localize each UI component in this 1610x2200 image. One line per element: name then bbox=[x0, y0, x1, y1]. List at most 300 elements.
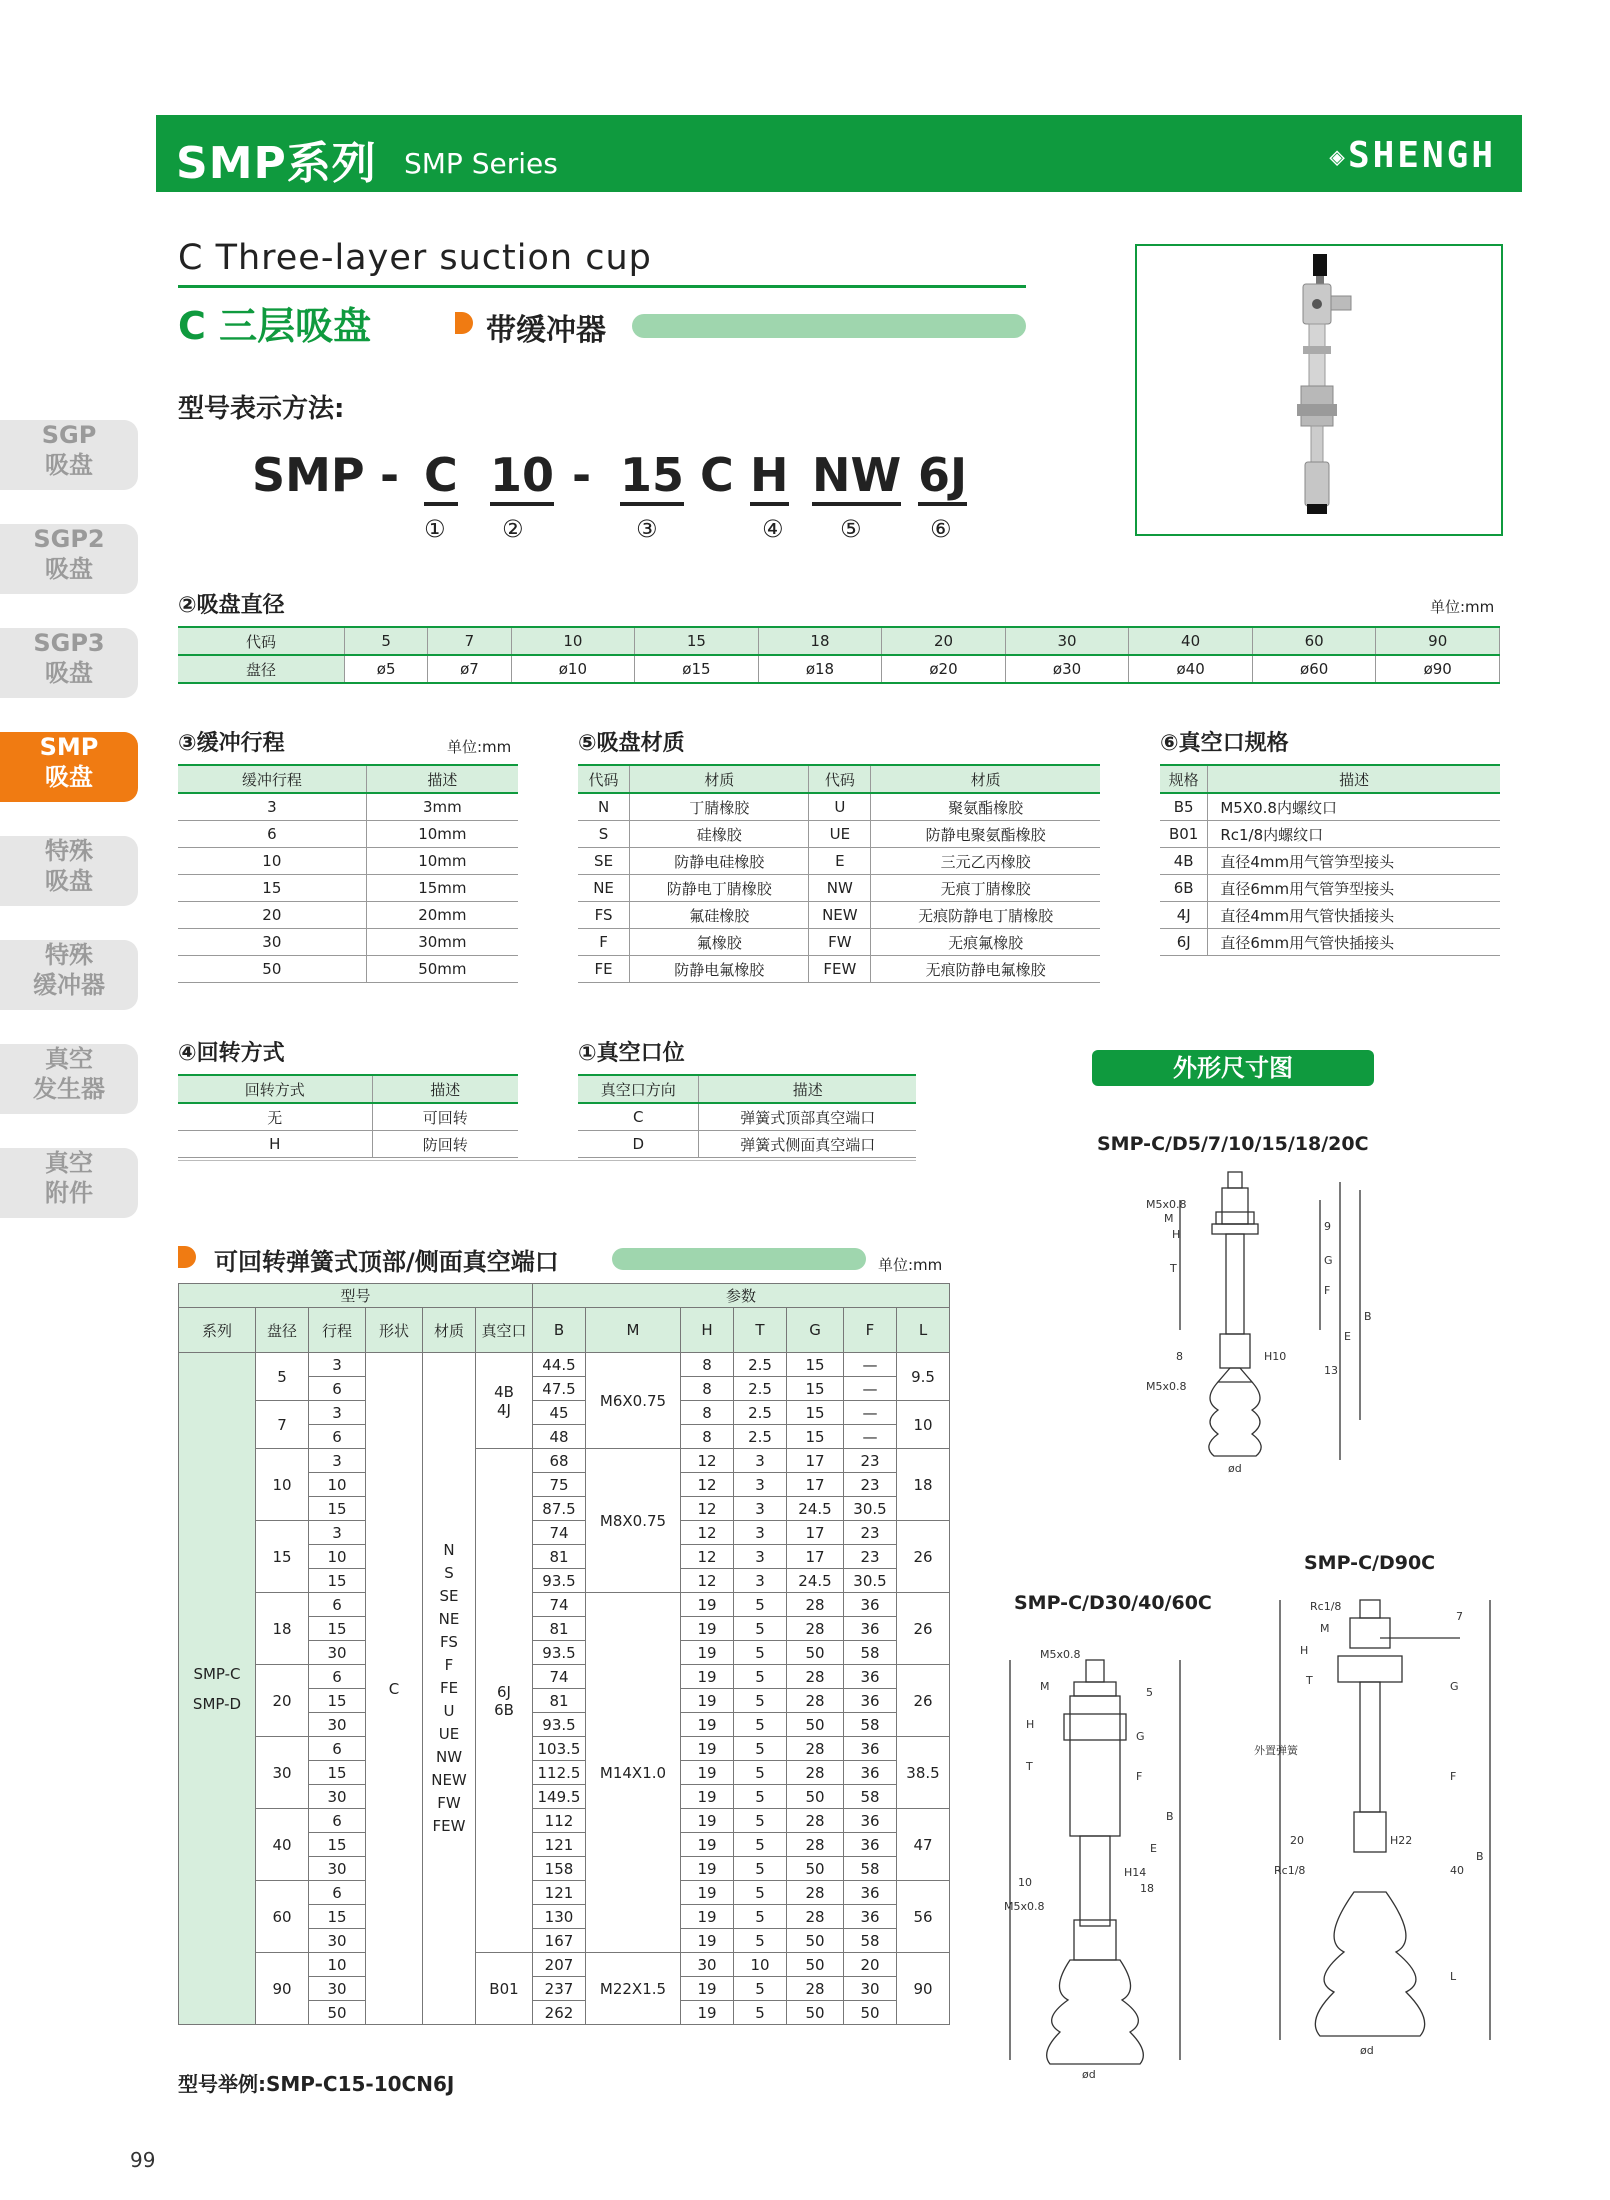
param-cell: 19 bbox=[681, 1713, 734, 1737]
material-code: FS bbox=[440, 1633, 458, 1651]
table-row bbox=[578, 848, 1100, 875]
model-code-index: ③ bbox=[636, 515, 658, 543]
param-cell: 17 bbox=[787, 1449, 844, 1473]
column-header: 材质 bbox=[630, 765, 809, 793]
svg-text:8: 8 bbox=[1176, 1350, 1183, 1363]
table-header-row bbox=[178, 765, 518, 793]
diameter-code: 30 bbox=[1005, 627, 1129, 655]
model-code-part: C bbox=[700, 448, 734, 502]
param-cell: — bbox=[844, 1353, 897, 1377]
group-header: 参数 bbox=[533, 1284, 950, 1308]
logo-diamond-icon: ◈ bbox=[1329, 142, 1348, 172]
svg-text:ød: ød bbox=[1082, 2068, 1096, 2080]
table-row bbox=[178, 875, 518, 902]
param-cell: 28 bbox=[787, 1593, 844, 1617]
stroke-cell: 15 bbox=[309, 1569, 366, 1593]
param-cell: 5 bbox=[734, 1641, 787, 1665]
model-example: 型号举例:SMP-C15-10CN6J bbox=[178, 2072, 455, 2096]
param-cell: 3 bbox=[734, 1545, 787, 1569]
table-cell: FEW bbox=[809, 956, 871, 983]
port-title: ⑥真空口规格 bbox=[1160, 731, 1289, 756]
table-cell: FE bbox=[578, 956, 630, 983]
sidebar-item[interactable] bbox=[0, 732, 138, 802]
column-header: 代码 bbox=[809, 765, 871, 793]
vacuum-pos-table bbox=[578, 1074, 916, 1158]
material-code: U bbox=[443, 1702, 455, 1720]
param-cell: 36 bbox=[844, 1737, 897, 1761]
svg-text:B: B bbox=[1476, 1850, 1484, 1863]
stroke-cell: 15 bbox=[309, 1497, 366, 1521]
thread-cell: M6X0.75 bbox=[586, 1353, 681, 1449]
b-cell: 81 bbox=[533, 1617, 586, 1641]
table-cell: 无 bbox=[178, 1103, 372, 1131]
param-cell: 17 bbox=[787, 1545, 844, 1569]
stroke-cell: 30 bbox=[309, 1929, 366, 1953]
diameter-code: 5 bbox=[345, 627, 428, 655]
diameter-code: 15 bbox=[635, 627, 759, 655]
sidebar-item-sublabel: 附件 bbox=[45, 1179, 93, 1207]
model-code-part: C bbox=[424, 448, 458, 506]
sidebar-item[interactable] bbox=[0, 1044, 138, 1114]
port-code: 4B bbox=[494, 1382, 514, 1401]
b-cell: 130 bbox=[533, 1905, 586, 1929]
b-cell: 121 bbox=[533, 1833, 586, 1857]
svg-text:H10: H10 bbox=[1264, 1350, 1287, 1363]
param-cell: 19 bbox=[681, 1689, 734, 1713]
sidebar-item[interactable] bbox=[0, 836, 138, 906]
b-cell: 103.5 bbox=[533, 1737, 586, 1761]
table-row bbox=[578, 875, 1100, 902]
material-code: UE bbox=[438, 1725, 460, 1743]
stroke-cell: 30 bbox=[309, 1641, 366, 1665]
table-row bbox=[179, 1449, 950, 1473]
table-row bbox=[578, 902, 1100, 929]
column-header: 描述 bbox=[699, 1075, 916, 1103]
param-cell: 19 bbox=[681, 1833, 734, 1857]
diameter-value: ø90 bbox=[1376, 655, 1500, 683]
svg-text:F: F bbox=[1450, 1770, 1457, 1783]
diameter-value: ø30 bbox=[1005, 655, 1129, 683]
param-cell: 19 bbox=[681, 2001, 734, 2025]
table-cell: U bbox=[809, 793, 871, 821]
svg-text:T: T bbox=[1306, 1674, 1313, 1687]
b-cell: 158 bbox=[533, 1857, 586, 1881]
svg-text:E: E bbox=[1344, 1330, 1351, 1343]
table-cell: 10 bbox=[178, 848, 366, 875]
sidebar-item[interactable] bbox=[0, 524, 138, 594]
table-cell: 10mm bbox=[366, 821, 518, 848]
stroke-table bbox=[178, 764, 518, 983]
param-cell: 28 bbox=[787, 1617, 844, 1641]
param-cell: 19 bbox=[681, 1929, 734, 1953]
title-bar bbox=[612, 1248, 866, 1270]
param-cell: 19 bbox=[681, 1785, 734, 1809]
table-cell: 防静电聚氨酯橡胶 bbox=[871, 821, 1100, 848]
param-cell: 5 bbox=[734, 1929, 787, 1953]
stroke-cell: 30 bbox=[309, 1857, 366, 1881]
stroke-cell: 3 bbox=[309, 1401, 366, 1425]
b-cell: 74 bbox=[533, 1593, 586, 1617]
param-cell: — bbox=[844, 1377, 897, 1401]
b-cell: 74 bbox=[533, 1521, 586, 1545]
diameter-cell: 18 bbox=[256, 1593, 309, 1665]
table-cell: 直径6mm用气管快插接头 bbox=[1208, 929, 1500, 956]
table-cell: 15 bbox=[178, 875, 366, 902]
table-cell: B5 bbox=[1160, 793, 1208, 821]
diameter-cell: 10 bbox=[256, 1449, 309, 1521]
l-cell: 10 bbox=[897, 1401, 950, 1449]
param-cell: 23 bbox=[844, 1473, 897, 1497]
stroke-cell: 15 bbox=[309, 1833, 366, 1857]
stroke-title: ③缓冲行程 bbox=[178, 731, 285, 756]
param-cell: 5 bbox=[734, 1905, 787, 1929]
svg-text:M5x0.8: M5x0.8 bbox=[1004, 1900, 1045, 1913]
svg-text:F: F bbox=[1324, 1284, 1331, 1297]
param-cell: 36 bbox=[844, 1881, 897, 1905]
material-code: SE bbox=[439, 1587, 459, 1605]
diameter-value: ø60 bbox=[1252, 655, 1376, 683]
table-cell: 聚氨酯橡胶 bbox=[871, 793, 1100, 821]
diameter-value: ø7 bbox=[428, 655, 511, 683]
l-cell: 9.5 bbox=[897, 1353, 950, 1401]
drawing-large bbox=[1250, 1580, 1510, 2080]
param-cell: 28 bbox=[787, 1665, 844, 1689]
param-cell: 28 bbox=[787, 1761, 844, 1785]
diameter-code: 20 bbox=[882, 627, 1006, 655]
svg-text:H22: H22 bbox=[1390, 1834, 1413, 1847]
table-cell: 防回转 bbox=[372, 1131, 518, 1158]
diameter-cell: 7 bbox=[256, 1401, 309, 1449]
svg-text:M5x0.8: M5x0.8 bbox=[1146, 1198, 1187, 1211]
table-cell: C bbox=[578, 1103, 699, 1131]
sidebar-item[interactable] bbox=[0, 1148, 138, 1218]
drawing-small bbox=[1140, 1160, 1380, 1540]
diameter-value: ø10 bbox=[511, 655, 635, 683]
table-cell: 50mm bbox=[366, 956, 518, 983]
table-row bbox=[1160, 821, 1500, 848]
sidebar-item-label: SMP bbox=[39, 733, 99, 761]
table-row bbox=[178, 956, 518, 983]
b-cell: 112.5 bbox=[533, 1761, 586, 1785]
param-cell: 3 bbox=[734, 1497, 787, 1521]
sidebar-item-sublabel: 缓冲器 bbox=[33, 971, 105, 999]
model-code-index: ⑥ bbox=[930, 515, 952, 543]
svg-text:M: M bbox=[1164, 1212, 1174, 1225]
b-cell: 87.5 bbox=[533, 1497, 586, 1521]
column-header: G bbox=[787, 1308, 844, 1353]
column-header: F bbox=[844, 1308, 897, 1353]
table-header-row bbox=[178, 1075, 518, 1103]
column-header: L bbox=[897, 1308, 950, 1353]
shape-cell: C bbox=[366, 1353, 423, 2025]
param-cell: 5 bbox=[734, 1977, 787, 2001]
sidebar-item[interactable] bbox=[0, 420, 138, 490]
column-header: 描述 bbox=[366, 765, 518, 793]
column-header: 材质 bbox=[871, 765, 1100, 793]
table-cell: 弹簧式侧面真空端口 bbox=[699, 1131, 916, 1158]
b-cell: 44.5 bbox=[533, 1353, 586, 1377]
diameter-value: ø15 bbox=[635, 655, 759, 683]
diameter-value: ø40 bbox=[1129, 655, 1253, 683]
table-row bbox=[178, 1131, 518, 1158]
rotation-table bbox=[178, 1074, 518, 1158]
port-cell bbox=[476, 1449, 533, 1953]
svg-text:L: L bbox=[1450, 1970, 1457, 1983]
param-cell: 5 bbox=[734, 1689, 787, 1713]
material-cell bbox=[423, 1353, 476, 2025]
param-cell: 50 bbox=[787, 1641, 844, 1665]
stroke-cell: 30 bbox=[309, 1713, 366, 1737]
sidebar-item-sublabel: 吸盘 bbox=[45, 555, 93, 583]
stroke-cell: 6 bbox=[309, 1425, 366, 1449]
table-row bbox=[179, 1809, 950, 1833]
param-cell: 19 bbox=[681, 1761, 734, 1785]
param-cell: 28 bbox=[787, 1737, 844, 1761]
series-name: SMP-C bbox=[193, 1664, 241, 1683]
buffer-label: 带缓冲器 bbox=[486, 313, 606, 348]
param-cell: 5 bbox=[734, 1785, 787, 1809]
table-cell: 无痕丁腈橡胶 bbox=[871, 875, 1100, 902]
param-cell: 19 bbox=[681, 1857, 734, 1881]
b-cell: 93.5 bbox=[533, 1569, 586, 1593]
material-code: NEW bbox=[431, 1771, 467, 1789]
svg-text:H14: H14 bbox=[1124, 1866, 1147, 1879]
param-cell: 5 bbox=[734, 1617, 787, 1641]
diameter-table bbox=[178, 626, 1500, 684]
title-bar bbox=[632, 314, 1026, 338]
sidebar-item-sublabel: 吸盘 bbox=[45, 659, 93, 687]
svg-text:20: 20 bbox=[1290, 1834, 1304, 1847]
param-cell: 30 bbox=[681, 1953, 734, 1977]
param-cell: 19 bbox=[681, 1881, 734, 1905]
table-row bbox=[1160, 875, 1500, 902]
param-cell: 50 bbox=[787, 1785, 844, 1809]
material-code: FEW bbox=[432, 1817, 466, 1835]
param-cell: 50 bbox=[787, 2001, 844, 2025]
table-row bbox=[1160, 848, 1500, 875]
material-code: F bbox=[444, 1656, 454, 1674]
table-cell: 直径4mm用气管笋型接头 bbox=[1208, 848, 1500, 875]
param-cell: 2.5 bbox=[734, 1425, 787, 1449]
dims-heading: 外形尺寸图 bbox=[1092, 1050, 1374, 1086]
spec-table bbox=[178, 1283, 950, 2025]
port-cell bbox=[476, 1953, 533, 2025]
table-row bbox=[1160, 902, 1500, 929]
param-cell: 19 bbox=[681, 1809, 734, 1833]
svg-text:G: G bbox=[1136, 1730, 1145, 1743]
param-cell: 19 bbox=[681, 1905, 734, 1929]
stroke-cell: 10 bbox=[309, 1953, 366, 1977]
sidebar-item-sublabel: 吸盘 bbox=[45, 763, 93, 791]
param-cell: 2.5 bbox=[734, 1401, 787, 1425]
table-cell: 防静电氟橡胶 bbox=[630, 956, 809, 983]
param-cell: 19 bbox=[681, 1737, 734, 1761]
param-cell: 17 bbox=[787, 1473, 844, 1497]
table-header-row bbox=[1160, 765, 1500, 793]
sidebar-item-label: 特殊 bbox=[45, 941, 93, 969]
svg-text:ød: ød bbox=[1228, 1462, 1242, 1475]
param-cell: 30.5 bbox=[844, 1569, 897, 1593]
sidebar-item-label: SGP bbox=[41, 421, 97, 449]
b-cell: 75 bbox=[533, 1473, 586, 1497]
table-row bbox=[178, 821, 518, 848]
stroke-cell: 3 bbox=[309, 1353, 366, 1377]
diameter-cell: 60 bbox=[256, 1881, 309, 1953]
sidebar-item[interactable] bbox=[0, 628, 138, 698]
table-cell: D bbox=[578, 1131, 699, 1158]
table-cell: 30mm bbox=[366, 929, 518, 956]
table-cell: 无痕防静电氟橡胶 bbox=[871, 956, 1100, 983]
l-cell: 18 bbox=[897, 1449, 950, 1521]
stroke-cell: 10 bbox=[309, 1473, 366, 1497]
rotation-title: ④回转方式 bbox=[178, 1041, 285, 1066]
param-cell: 5 bbox=[734, 1593, 787, 1617]
table-cell: E bbox=[809, 848, 871, 875]
table-cell: NEW bbox=[809, 902, 871, 929]
table-row bbox=[178, 655, 1500, 683]
table-cell: M5X0.8内螺纹口 bbox=[1208, 793, 1500, 821]
diameter-code: 10 bbox=[511, 627, 635, 655]
table-cell: 20mm bbox=[366, 902, 518, 929]
port-code: 6J bbox=[497, 1682, 511, 1701]
table-cell: 10mm bbox=[366, 848, 518, 875]
column-header: 缓冲行程 bbox=[178, 765, 366, 793]
param-cell: 50 bbox=[787, 1953, 844, 1977]
svg-text:T: T bbox=[1026, 1760, 1033, 1773]
table-cell: 6B bbox=[1160, 875, 1208, 902]
table-row bbox=[178, 793, 518, 821]
param-cell: 12 bbox=[681, 1473, 734, 1497]
param-cell: 5 bbox=[734, 1857, 787, 1881]
bullet-marker bbox=[178, 1246, 196, 1268]
table-row bbox=[179, 1881, 950, 1905]
param-cell: 5 bbox=[734, 1665, 787, 1689]
param-cell: 36 bbox=[844, 1665, 897, 1689]
param-cell: 58 bbox=[844, 1929, 897, 1953]
b-cell: 81 bbox=[533, 1689, 586, 1713]
table-row bbox=[578, 956, 1100, 983]
param-cell: 36 bbox=[844, 1833, 897, 1857]
param-cell: 8 bbox=[681, 1425, 734, 1449]
port-code: 4J bbox=[497, 1400, 511, 1419]
svg-text:E: E bbox=[1150, 1842, 1157, 1855]
model-code-index: ④ bbox=[762, 515, 784, 543]
diameter-cell: 20 bbox=[256, 1665, 309, 1737]
param-cell: 28 bbox=[787, 1905, 844, 1929]
table-cell: 6 bbox=[178, 821, 366, 848]
stroke-cell: 6 bbox=[309, 1377, 366, 1401]
stroke-unit: 单位:mm bbox=[447, 738, 512, 756]
sidebar-item-label: SGP2 bbox=[33, 525, 105, 553]
diameter-value: ø5 bbox=[345, 655, 428, 683]
table-row bbox=[179, 1401, 950, 1425]
stroke-cell: 6 bbox=[309, 1737, 366, 1761]
table-cell: 3mm bbox=[366, 793, 518, 821]
diameter-title: ②吸盘直径 bbox=[178, 593, 285, 618]
param-cell: 36 bbox=[844, 1809, 897, 1833]
b-cell: 112 bbox=[533, 1809, 586, 1833]
model-code-part: NW bbox=[812, 448, 901, 506]
l-cell: 56 bbox=[897, 1881, 950, 1953]
param-cell: 28 bbox=[787, 1809, 844, 1833]
sidebar-item-label: 真空 bbox=[45, 1045, 93, 1073]
param-cell: 19 bbox=[681, 1977, 734, 2001]
stroke-cell: 50 bbox=[309, 2001, 366, 2025]
table-row bbox=[1160, 929, 1500, 956]
row-label: 盘径 bbox=[178, 655, 345, 683]
table-cell: 丁腈橡胶 bbox=[630, 793, 809, 821]
caption-small: SMP-C/D5/7/10/15/18/20C bbox=[1097, 1133, 1369, 1155]
sidebar-item-label: 真空 bbox=[45, 1149, 93, 1177]
stroke-cell: 30 bbox=[309, 1785, 366, 1809]
svg-text:H: H bbox=[1026, 1718, 1035, 1731]
column-header: 真空口方向 bbox=[578, 1075, 699, 1103]
model-code-part: - bbox=[572, 448, 592, 502]
series-cell bbox=[179, 1353, 256, 2025]
brand-logo: ◈SHENGH bbox=[1329, 135, 1496, 176]
group-header: 型号 bbox=[179, 1284, 533, 1308]
table-cell: 15mm bbox=[366, 875, 518, 902]
param-cell: 23 bbox=[844, 1521, 897, 1545]
param-cell: 23 bbox=[844, 1545, 897, 1569]
svg-text:M5x0.8: M5x0.8 bbox=[1146, 1380, 1187, 1393]
param-cell: 8 bbox=[681, 1377, 734, 1401]
model-code-part: 6J bbox=[918, 448, 967, 506]
material-title: ⑤吸盘材质 bbox=[578, 731, 685, 756]
table-cell: B01 bbox=[1160, 821, 1208, 848]
table-cell: 弹簧式顶部真空端口 bbox=[699, 1103, 916, 1131]
b-cell: 93.5 bbox=[533, 1713, 586, 1737]
stroke-cell: 10 bbox=[309, 1545, 366, 1569]
b-cell: 74 bbox=[533, 1665, 586, 1689]
param-cell: 12 bbox=[681, 1545, 734, 1569]
column-header: 行程 bbox=[309, 1308, 366, 1353]
table-cell: 50 bbox=[178, 956, 366, 983]
table-cell: 氟硅橡胶 bbox=[630, 902, 809, 929]
b-cell: 262 bbox=[533, 2001, 586, 2025]
table-row bbox=[178, 902, 518, 929]
column-header: 形状 bbox=[366, 1308, 423, 1353]
param-cell: 5 bbox=[734, 1881, 787, 1905]
param-cell: 19 bbox=[681, 1593, 734, 1617]
series-title-cn: SMP系列 bbox=[176, 138, 377, 189]
suction-cup-photo-icon bbox=[1137, 246, 1501, 534]
stroke-cell: 3 bbox=[309, 1521, 366, 1545]
param-cell: 19 bbox=[681, 1665, 734, 1689]
table-header-row bbox=[179, 1308, 950, 1353]
l-cell: 26 bbox=[897, 1593, 950, 1665]
diameter-value: ø20 bbox=[882, 655, 1006, 683]
param-cell: 58 bbox=[844, 1641, 897, 1665]
b-cell: 45 bbox=[533, 1401, 586, 1425]
l-cell: 38.5 bbox=[897, 1737, 950, 1809]
svg-text:B: B bbox=[1166, 1810, 1174, 1823]
param-cell: 50 bbox=[787, 1713, 844, 1737]
sidebar-item[interactable] bbox=[0, 940, 138, 1010]
diameter-cell: 30 bbox=[256, 1737, 309, 1809]
param-cell: 20 bbox=[844, 1953, 897, 1977]
table-cell: 4J bbox=[1160, 902, 1208, 929]
param-cell: 24.5 bbox=[787, 1569, 844, 1593]
param-cell: 30.5 bbox=[844, 1497, 897, 1521]
table-row bbox=[179, 1521, 950, 1545]
l-cell: 26 bbox=[897, 1521, 950, 1593]
svg-text:Rc1/8: Rc1/8 bbox=[1274, 1864, 1306, 1877]
table-cell: N bbox=[578, 793, 630, 821]
diameter-cell: 5 bbox=[256, 1353, 309, 1401]
param-cell: 8 bbox=[681, 1401, 734, 1425]
table-cell: 无痕防静电丁腈橡胶 bbox=[871, 902, 1100, 929]
